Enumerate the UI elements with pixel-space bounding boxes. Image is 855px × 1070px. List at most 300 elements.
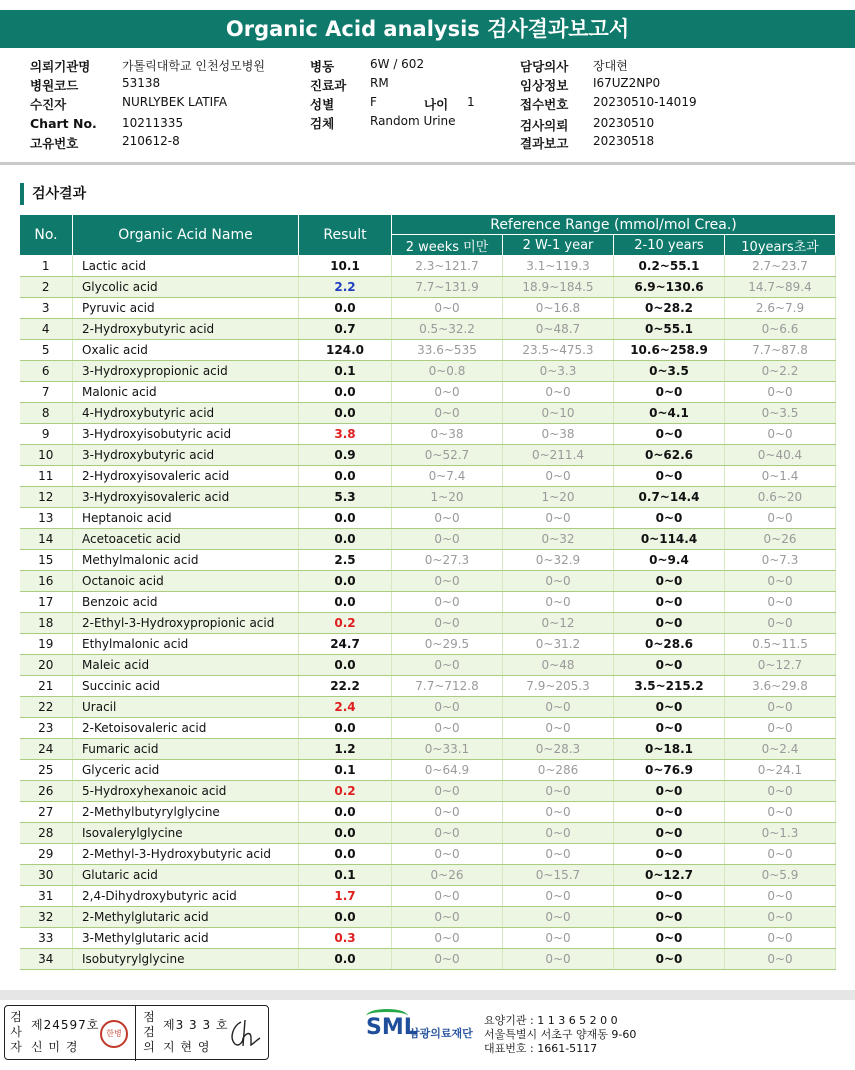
result-value: 0.0 xyxy=(299,655,392,676)
request-date-label: 검사의뢰 xyxy=(520,118,569,133)
ref-under-2-weeks: 0~0 xyxy=(392,571,503,592)
examiner-name: 신 미 경 xyxy=(31,1040,79,1054)
result-value: 2.5 xyxy=(299,550,392,571)
result-value: 0.1 xyxy=(299,760,392,781)
result-value: 0.0 xyxy=(299,508,392,529)
table-row xyxy=(20,928,836,949)
specimen-value: Random Urine xyxy=(370,114,456,128)
result-value: 0.0 xyxy=(299,298,392,319)
ref-under-2-weeks: 0~0 xyxy=(392,928,503,949)
ref-under-2-weeks: 0~0 xyxy=(392,844,503,865)
result-value: 22.2 xyxy=(299,676,392,697)
hospital-code-label: 병원코드 xyxy=(30,78,79,93)
table-row xyxy=(20,907,836,928)
request-date-value: 20230510 xyxy=(593,116,655,130)
acid-name: Uracil xyxy=(73,697,299,718)
ref-2-10-years: 0~0 xyxy=(614,907,725,928)
ref-2w-1-year: 0~0 xyxy=(503,466,614,487)
ref-2-10-years: 0.2~55.1 xyxy=(614,256,725,277)
row-no: 30 xyxy=(20,865,73,886)
result-value: 0.0 xyxy=(299,466,392,487)
ref-2w-1-year: 0~0 xyxy=(503,718,614,739)
ref-over-10-years: 0~6.6 xyxy=(725,319,836,340)
ref-2w-1-year: 0~0 xyxy=(503,382,614,403)
sex-value: F xyxy=(370,95,377,109)
ref-over-10-years: 0~40.4 xyxy=(725,445,836,466)
row-no: 4 xyxy=(20,319,73,340)
ref-over-10-years: 0~0 xyxy=(725,424,836,445)
acid-name: Methylmalonic acid xyxy=(73,550,299,571)
acid-name: Succinic acid xyxy=(73,676,299,697)
ref-2-10-years: 0~18.1 xyxy=(614,739,725,760)
table-row xyxy=(20,382,836,403)
acid-name: 2-Methylbutyrylglycine xyxy=(73,802,299,823)
table-row xyxy=(20,256,836,277)
result-value: 0.7 xyxy=(299,319,392,340)
table-row xyxy=(20,865,836,886)
row-no: 1 xyxy=(20,256,73,277)
ref-over-10-years: 0~0 xyxy=(725,613,836,634)
acid-name: Octanoic acid xyxy=(73,571,299,592)
result-value: 0.0 xyxy=(299,844,392,865)
specimen-label: 검체 xyxy=(310,116,335,131)
ref-2-10-years: 0~55.1 xyxy=(614,319,725,340)
ref-over-10-years: 0~0 xyxy=(725,508,836,529)
col-header-name: Organic Acid Name xyxy=(73,215,299,256)
acid-name: Isovalerylglycine xyxy=(73,823,299,844)
ref-2w-1-year: 0~15.7 xyxy=(503,865,614,886)
ref-2-10-years: 0~3.5 xyxy=(614,361,725,382)
result-value: 0.9 xyxy=(299,445,392,466)
row-no: 2 xyxy=(20,277,73,298)
row-no: 21 xyxy=(20,676,73,697)
ref-over-10-years: 2.7~23.7 xyxy=(725,256,836,277)
table-row xyxy=(20,340,836,361)
ref-2w-1-year: 0~0 xyxy=(503,571,614,592)
lab-info-line: 요양기관 : 1 1 3 6 5 2 0 0 xyxy=(484,1014,618,1027)
ref-under-2-weeks: 0~38 xyxy=(392,424,503,445)
ref-2w-1-year: 0~0 xyxy=(503,907,614,928)
seal-stamp: 한병 xyxy=(100,1020,128,1048)
ref-under-2-weeks: 7.7~712.8 xyxy=(392,676,503,697)
ref-2-10-years: 3.5~215.2 xyxy=(614,676,725,697)
result-value: 0.0 xyxy=(299,529,392,550)
ref-over-10-years: 0~0 xyxy=(725,949,836,970)
ref-2-10-years: 0~76.9 xyxy=(614,760,725,781)
ref-over-10-years: 0~24.1 xyxy=(725,760,836,781)
acid-name: 2-Ketoisovaleric acid xyxy=(73,718,299,739)
ref-under-2-weeks: 0.5~32.2 xyxy=(392,319,503,340)
ref-under-2-weeks: 0~0 xyxy=(392,298,503,319)
acid-name: Glutaric acid xyxy=(73,865,299,886)
result-value: 0.1 xyxy=(299,361,392,382)
results-table xyxy=(19,214,836,970)
ref-over-10-years: 7.7~87.8 xyxy=(725,340,836,361)
ref-2w-1-year: 0~0 xyxy=(503,844,614,865)
ref-2w-1-year: 18.9~184.5 xyxy=(503,277,614,298)
ref-under-2-weeks: 0~0 xyxy=(392,823,503,844)
acid-name: Ethylmalonic acid xyxy=(73,634,299,655)
acid-name: 2-Methyl-3-Hydroxybutyric acid xyxy=(73,844,299,865)
ref-2-10-years: 0~0 xyxy=(614,697,725,718)
ref-over-10-years: 0~0 xyxy=(725,781,836,802)
table-row xyxy=(20,886,836,907)
ref-2w-1-year: 0~0 xyxy=(503,823,614,844)
table-row xyxy=(20,529,836,550)
result-value: 0.0 xyxy=(299,382,392,403)
ref-2w-1-year: 7.9~205.3 xyxy=(503,676,614,697)
hospital-code-value: 53138 xyxy=(122,76,161,90)
acid-name: 3-Hydroxyisovaleric acid xyxy=(73,487,299,508)
ref-2-10-years: 0~0 xyxy=(614,886,725,907)
sex-label: 성별 xyxy=(310,97,335,112)
age-label: 나이 xyxy=(424,97,449,112)
table-row xyxy=(20,487,836,508)
patient-name-value: NURLYBEK LATIFA xyxy=(122,95,228,109)
hospital-value: 가톨릭대학교 인천성모병원 xyxy=(122,59,265,73)
result-value: 0.2 xyxy=(299,781,392,802)
ref-2w-1-year: 0~3.3 xyxy=(503,361,614,382)
table-row xyxy=(20,613,836,634)
ref-2w-1-year: 0~286 xyxy=(503,760,614,781)
table-row xyxy=(20,277,836,298)
ref-under-2-weeks: 0~0 xyxy=(392,529,503,550)
ref-over-10-years: 0~0 xyxy=(725,844,836,865)
ref-under-2-weeks: 0~52.7 xyxy=(392,445,503,466)
table-row xyxy=(20,298,836,319)
ref-under-2-weeks: 0~0 xyxy=(392,697,503,718)
ref-under-2-weeks: 0~0 xyxy=(392,781,503,802)
ref-2-10-years: 0~0 xyxy=(614,382,725,403)
footer-divider xyxy=(0,990,855,1000)
ward-value: 6W / 602 xyxy=(370,57,425,71)
ref-over-10-years: 0~0 xyxy=(725,592,836,613)
acid-name: Malonic acid xyxy=(73,382,299,403)
clinical-info-value: I67UZ2NP0 xyxy=(593,76,661,90)
ref-2w-1-year: 0~48 xyxy=(503,655,614,676)
ref-2-10-years: 0~9.4 xyxy=(614,550,725,571)
col-header-result: Result xyxy=(299,215,392,256)
row-no: 12 xyxy=(20,487,73,508)
clinical-info-label: 임상정보 xyxy=(520,78,569,93)
acid-name: 2-Ethyl-3-Hydroxypropionic acid xyxy=(73,613,299,634)
table-row xyxy=(20,403,836,424)
col-header-ref-1: 2 weeks 미만 xyxy=(392,235,503,256)
col-header-ref-3: 2-10 years xyxy=(614,235,725,256)
report-title: Organic Acid analysis 검사결과보고서 xyxy=(0,10,855,48)
ref-2w-1-year: 0~0 xyxy=(503,802,614,823)
ref-under-2-weeks: 0~0 xyxy=(392,508,503,529)
table-row xyxy=(20,676,836,697)
result-value: 0.0 xyxy=(299,949,392,970)
acid-name: 3-Methylglutaric acid xyxy=(73,928,299,949)
result-value: 24.7 xyxy=(299,634,392,655)
acid-name: Glycolic acid xyxy=(73,277,299,298)
table-row xyxy=(20,802,836,823)
unique-no-value: 210612-8 xyxy=(122,134,180,148)
acid-name: Maleic acid xyxy=(73,655,299,676)
ref-2-10-years: 6.9~130.6 xyxy=(614,277,725,298)
table-row xyxy=(20,361,836,382)
ref-2-10-years: 0~0 xyxy=(614,718,725,739)
ref-2-10-years: 0~0 xyxy=(614,424,725,445)
result-value: 0.0 xyxy=(299,802,392,823)
ref-under-2-weeks: 0~7.4 xyxy=(392,466,503,487)
ref-over-10-years: 0~26 xyxy=(725,529,836,550)
ref-under-2-weeks: 0~64.9 xyxy=(392,760,503,781)
ref-2-10-years: 0~28.2 xyxy=(614,298,725,319)
result-value: 3.8 xyxy=(299,424,392,445)
signature-box xyxy=(4,1005,269,1060)
col-header-ref-2: 2 W-1 year xyxy=(503,235,614,256)
ref-over-10-years: 0~1.4 xyxy=(725,466,836,487)
result-value: 0.3 xyxy=(299,928,392,949)
ref-2w-1-year: 0~0 xyxy=(503,886,614,907)
row-no: 24 xyxy=(20,739,73,760)
chart-no-label: Chart No. xyxy=(30,116,97,131)
ref-under-2-weeks: 0~0 xyxy=(392,382,503,403)
row-no: 17 xyxy=(20,592,73,613)
ref-over-10-years: 14.7~89.4 xyxy=(725,277,836,298)
doctor-label: 담당의사 xyxy=(520,59,569,74)
table-row xyxy=(20,823,836,844)
row-no: 8 xyxy=(20,403,73,424)
ref-2-10-years: 0~0 xyxy=(614,781,725,802)
ref-under-2-weeks: 0~33.1 xyxy=(392,739,503,760)
ref-under-2-weeks: 33.6~535 xyxy=(392,340,503,361)
patient-info xyxy=(0,55,855,155)
signature-divider xyxy=(135,1006,136,1061)
ref-over-10-years: 0~3.5 xyxy=(725,403,836,424)
result-value: 0.0 xyxy=(299,592,392,613)
table-row xyxy=(20,319,836,340)
unique-no-label: 고유번호 xyxy=(30,136,79,151)
result-value: 0.0 xyxy=(299,823,392,844)
signature-mark xyxy=(227,1018,263,1050)
acid-name: 3-Hydroxybutyric acid xyxy=(73,445,299,466)
ref-under-2-weeks: 2.3~121.7 xyxy=(392,256,503,277)
acid-name: Acetoacetic acid xyxy=(73,529,299,550)
ref-under-2-weeks: 0~29.5 xyxy=(392,634,503,655)
result-value: 0.0 xyxy=(299,403,392,424)
row-no: 23 xyxy=(20,718,73,739)
row-no: 33 xyxy=(20,928,73,949)
ref-2-10-years: 0~4.1 xyxy=(614,403,725,424)
ref-2w-1-year: 0~38 xyxy=(503,424,614,445)
table-row xyxy=(20,718,836,739)
table-row xyxy=(20,445,836,466)
result-value: 2.4 xyxy=(299,697,392,718)
acid-name: 2-Methylglutaric acid xyxy=(73,907,299,928)
ref-over-10-years: 0~1.3 xyxy=(725,823,836,844)
reviewer-license: 제3 3 3 호 xyxy=(163,1018,229,1032)
hospital-label: 의뢰기관명 xyxy=(30,59,91,74)
acid-name: 2,4-Dihydroxybutyric acid xyxy=(73,886,299,907)
ref-2-10-years: 0~0 xyxy=(614,949,725,970)
ref-2-10-years: 0~12.7 xyxy=(614,865,725,886)
acid-name: Benzoic acid xyxy=(73,592,299,613)
ref-2-10-years: 0~62.6 xyxy=(614,445,725,466)
row-no: 19 xyxy=(20,634,73,655)
acid-name: 4-Hydroxybutyric acid xyxy=(73,403,299,424)
ref-under-2-weeks: 0~0 xyxy=(392,718,503,739)
ref-2w-1-year: 0~32 xyxy=(503,529,614,550)
table-row xyxy=(20,781,836,802)
acid-name: 5-Hydroxyhexanoic acid xyxy=(73,781,299,802)
acid-name: 3-Hydroxypropionic acid xyxy=(73,361,299,382)
ref-over-10-years: 0~0 xyxy=(725,382,836,403)
department-label: 진료과 xyxy=(310,78,347,93)
result-value: 0.0 xyxy=(299,907,392,928)
report-date-label: 결과보고 xyxy=(520,136,569,151)
ref-2w-1-year: 0~28.3 xyxy=(503,739,614,760)
examiner-label: 검 사 자 xyxy=(10,1010,22,1054)
ward-label: 병동 xyxy=(310,59,335,74)
ref-2-10-years: 0~0 xyxy=(614,655,725,676)
ref-under-2-weeks: 0~0 xyxy=(392,655,503,676)
acid-name: Heptanoic acid xyxy=(73,508,299,529)
acid-name: Isobutyrylglycine xyxy=(73,949,299,970)
row-no: 27 xyxy=(20,802,73,823)
ref-under-2-weeks: 0~0 xyxy=(392,949,503,970)
acid-name: Fumaric acid xyxy=(73,739,299,760)
ref-over-10-years: 0~0 xyxy=(725,802,836,823)
ref-over-10-years: 0~0 xyxy=(725,907,836,928)
patient-name-label: 수진자 xyxy=(30,97,67,112)
lab-info xyxy=(484,1014,636,1056)
ref-2w-1-year: 0~0 xyxy=(503,949,614,970)
result-value: 0.1 xyxy=(299,865,392,886)
row-no: 32 xyxy=(20,907,73,928)
result-value: 0.0 xyxy=(299,571,392,592)
ref-over-10-years: 0~7.3 xyxy=(725,550,836,571)
department-value: RM xyxy=(370,76,389,90)
acid-name: 3-Hydroxyisobutyric acid xyxy=(73,424,299,445)
ref-over-10-years: 0~2.2 xyxy=(725,361,836,382)
ref-2w-1-year: 0~0 xyxy=(503,592,614,613)
logo-mark: SML xyxy=(366,1015,418,1040)
acid-name: Oxalic acid xyxy=(73,340,299,361)
ref-2-10-years: 0~28.6 xyxy=(614,634,725,655)
ref-2w-1-year: 0~31.2 xyxy=(503,634,614,655)
ref-under-2-weeks: 1~20 xyxy=(392,487,503,508)
examiner-license: 제24597호 xyxy=(31,1018,100,1032)
ref-under-2-weeks: 0~27.3 xyxy=(392,550,503,571)
result-value: 1.2 xyxy=(299,739,392,760)
ref-2-10-years: 0~0 xyxy=(614,508,725,529)
table-row xyxy=(20,634,836,655)
report-date-value: 20230518 xyxy=(593,134,655,148)
row-no: 34 xyxy=(20,949,73,970)
ref-under-2-weeks: 0~0 xyxy=(392,592,503,613)
row-no: 20 xyxy=(20,655,73,676)
col-header-no: No. xyxy=(20,215,73,256)
acid-name: 2-Hydroxyisovaleric acid xyxy=(73,466,299,487)
col-header-reference-range: Reference Range (mmol/mol Crea.) xyxy=(392,215,836,235)
table-row xyxy=(20,844,836,865)
ref-2-10-years: 0~0 xyxy=(614,823,725,844)
ref-2w-1-year: 1~20 xyxy=(503,487,614,508)
row-no: 16 xyxy=(20,571,73,592)
ref-2w-1-year: 0~0 xyxy=(503,781,614,802)
ref-2w-1-year: 0~0 xyxy=(503,508,614,529)
acid-name: Pyruvic acid xyxy=(73,298,299,319)
table-row xyxy=(20,739,836,760)
table-row xyxy=(20,508,836,529)
ref-under-2-weeks: 0~26 xyxy=(392,865,503,886)
result-value: 0.2 xyxy=(299,613,392,634)
ref-under-2-weeks: 0~0 xyxy=(392,907,503,928)
ref-2w-1-year: 3.1~119.3 xyxy=(503,256,614,277)
ref-over-10-years: 2.6~7.9 xyxy=(725,298,836,319)
row-no: 7 xyxy=(20,382,73,403)
ref-2-10-years: 0~114.4 xyxy=(614,529,725,550)
ref-2-10-years: 0~0 xyxy=(614,592,725,613)
ref-over-10-years: 0~2.4 xyxy=(725,739,836,760)
result-value: 1.7 xyxy=(299,886,392,907)
ref-under-2-weeks: 0~0.8 xyxy=(392,361,503,382)
row-no: 28 xyxy=(20,823,73,844)
ref-2-10-years: 0~0 xyxy=(614,613,725,634)
ref-over-10-years: 0.5~11.5 xyxy=(725,634,836,655)
reviewer-name: 지 현 영 xyxy=(163,1040,211,1054)
row-no: 29 xyxy=(20,844,73,865)
acid-name: 2-Hydroxybutyric acid xyxy=(73,319,299,340)
ref-2-10-years: 10.6~258.9 xyxy=(614,340,725,361)
ref-2w-1-year: 0~12 xyxy=(503,613,614,634)
ref-2w-1-year: 0~211.4 xyxy=(503,445,614,466)
table-row xyxy=(20,424,836,445)
row-no: 10 xyxy=(20,445,73,466)
ref-2-10-years: 0~0 xyxy=(614,802,725,823)
ref-over-10-years: 0~0 xyxy=(725,886,836,907)
chart-no-value: 10211335 xyxy=(122,116,184,130)
row-no: 18 xyxy=(20,613,73,634)
table-row xyxy=(20,550,836,571)
ref-over-10-years: 0~0 xyxy=(725,697,836,718)
table-row xyxy=(20,760,836,781)
ref-under-2-weeks: 7.7~131.9 xyxy=(392,277,503,298)
receipt-no-value: 20230510-14019 xyxy=(593,95,697,109)
ref-over-10-years: 0~0 xyxy=(725,718,836,739)
row-no: 5 xyxy=(20,340,73,361)
row-no: 15 xyxy=(20,550,73,571)
table-row xyxy=(20,697,836,718)
ref-2w-1-year: 0~0 xyxy=(503,697,614,718)
ref-over-10-years: 0.6~20 xyxy=(725,487,836,508)
ref-under-2-weeks: 0~0 xyxy=(392,886,503,907)
ref-2-10-years: 0~0 xyxy=(614,844,725,865)
section-title: 검사결과 xyxy=(20,183,86,205)
ref-over-10-years: 0~12.7 xyxy=(725,655,836,676)
ref-2w-1-year: 0~32.9 xyxy=(503,550,614,571)
receipt-no-label: 접수번호 xyxy=(520,97,569,112)
table-row xyxy=(20,655,836,676)
row-no: 26 xyxy=(20,781,73,802)
table-row xyxy=(20,571,836,592)
row-no: 6 xyxy=(20,361,73,382)
ref-2w-1-year: 0~0 xyxy=(503,928,614,949)
ref-under-2-weeks: 0~0 xyxy=(392,613,503,634)
ref-over-10-years: 0~5.9 xyxy=(725,865,836,886)
row-no: 3 xyxy=(20,298,73,319)
ref-over-10-years: 0~0 xyxy=(725,928,836,949)
ref-2w-1-year: 23.5~475.3 xyxy=(503,340,614,361)
row-no: 9 xyxy=(20,424,73,445)
row-no: 22 xyxy=(20,697,73,718)
ref-under-2-weeks: 0~0 xyxy=(392,403,503,424)
table-row xyxy=(20,466,836,487)
